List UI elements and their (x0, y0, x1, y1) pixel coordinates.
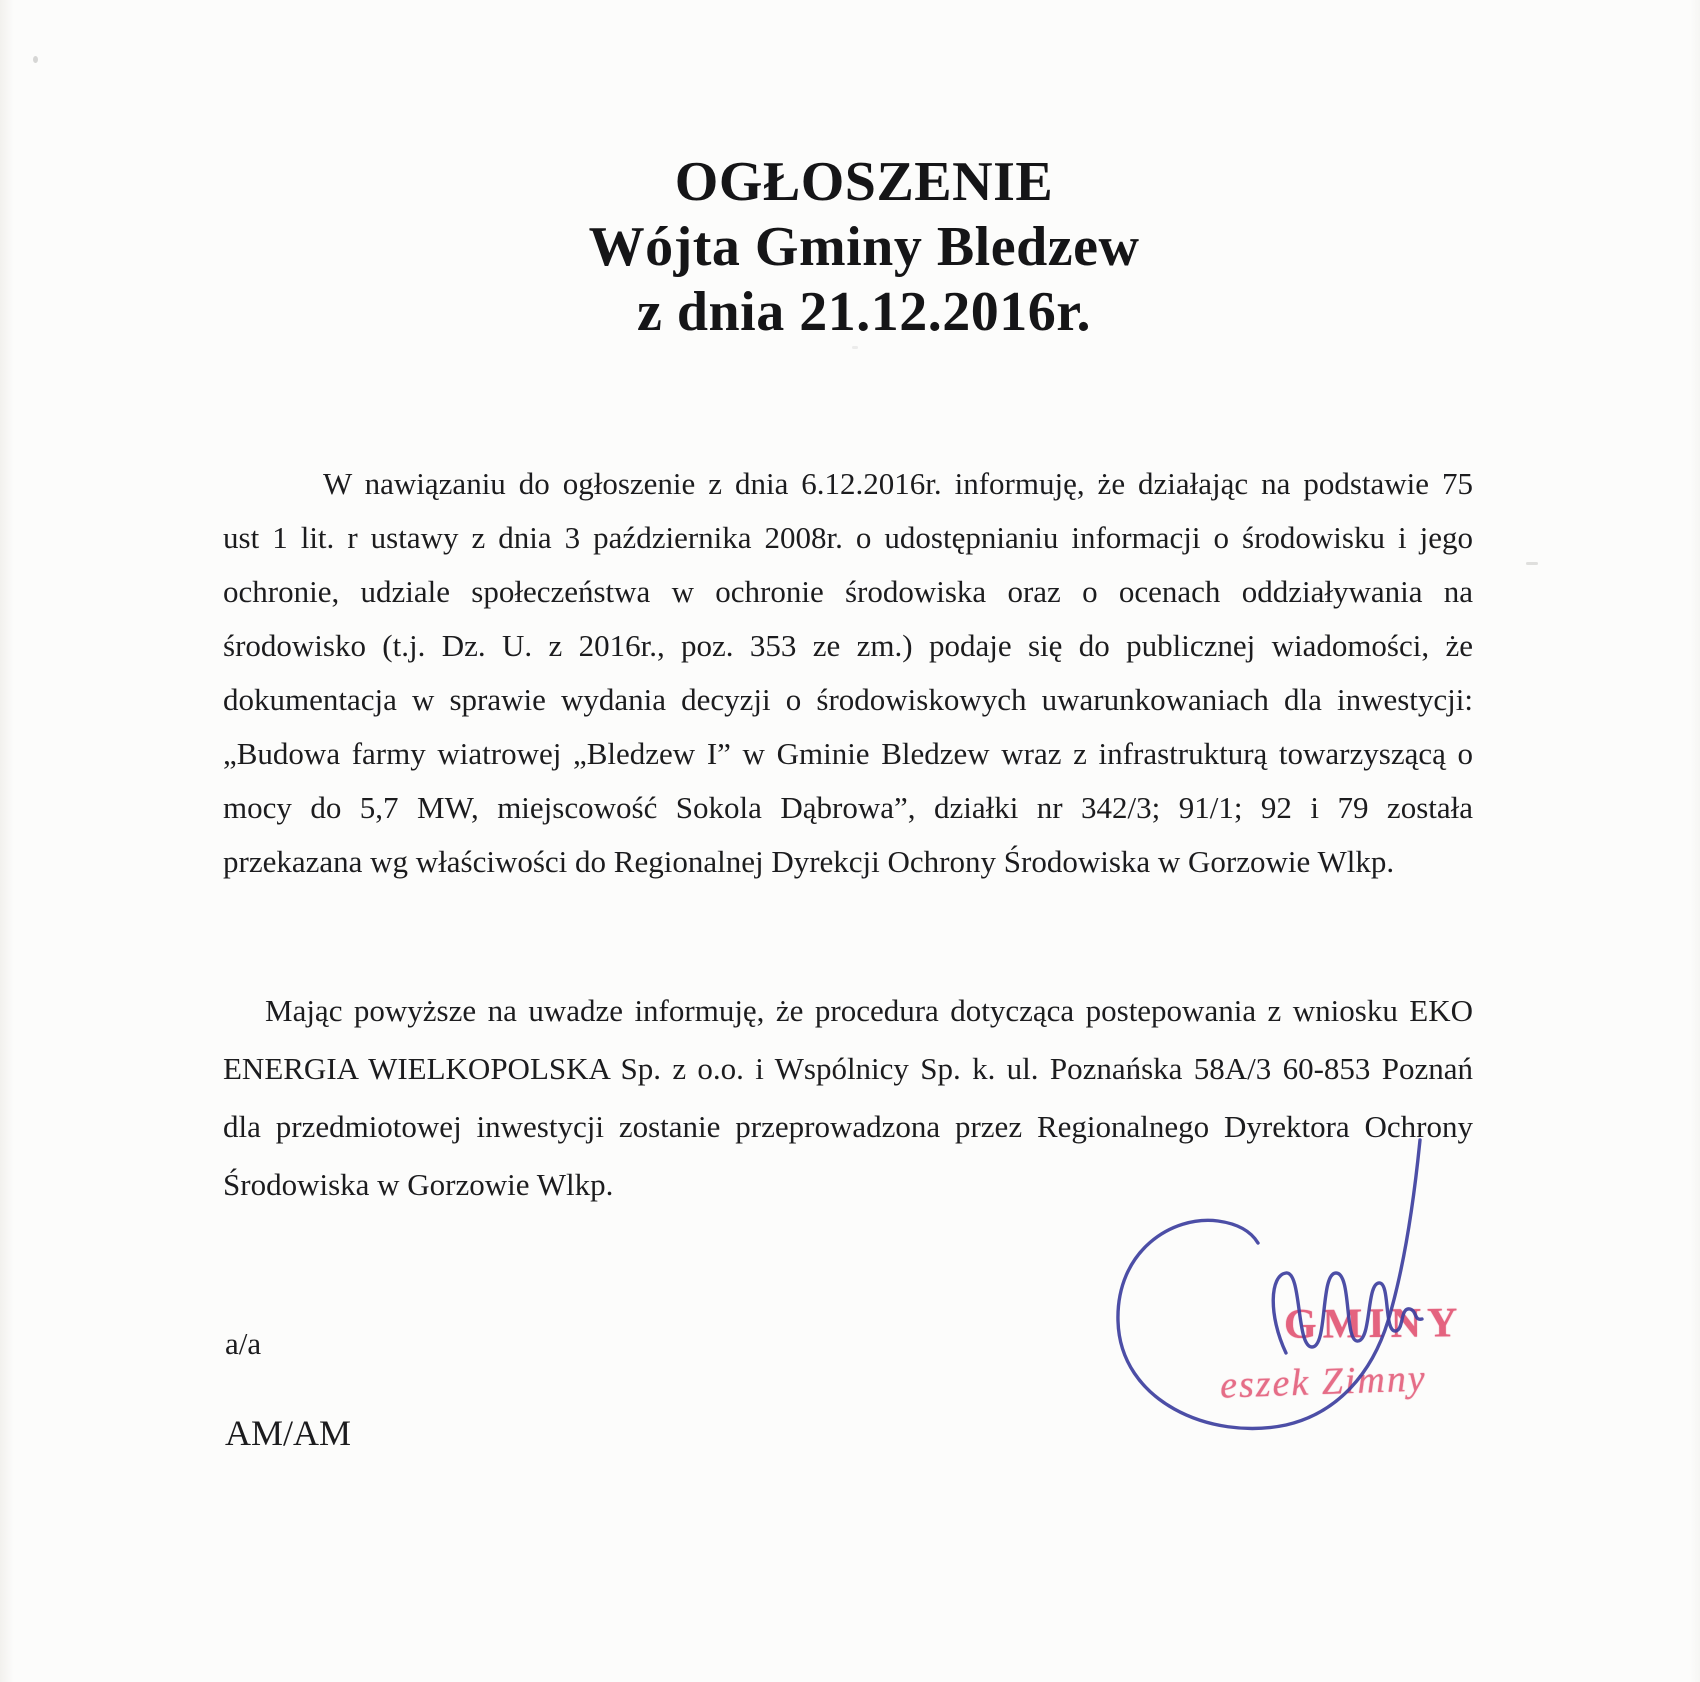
scan-artifact (33, 56, 38, 63)
official-stamp-name: eszek Zimny (1219, 1357, 1428, 1407)
text-line: „Budowa farmy wiatrowej „Bledzew I” w Gminie Bledzew wraz z infrastrukturą towarzyszącą o (223, 736, 1473, 771)
text-line: środowisko (t.j. Dz. U. z 2016r., poz. 353 ze zm.) podaje się do publicznej wiadomości, że (223, 628, 1473, 663)
scan-artifact (1526, 562, 1538, 565)
scan-artifact (852, 346, 858, 349)
text-line: dla przedmiotowej inwestycji zostanie przeprowadzona przez Regionalnego Dyrektora Ochrony (223, 1109, 1473, 1144)
signature-small-loops (1273, 1273, 1422, 1353)
archive-note: a/a (225, 1326, 262, 1361)
handwritten-signature-scribble (1090, 1125, 1450, 1445)
title-line-3: z dnia 21.12.2016r. (637, 281, 1091, 343)
clerk-initials: AM/AM (225, 1413, 352, 1453)
text-line: dokumentacja w sprawie wydania decyzji o środowiskowych uwarunkowaniach dla inwestycji: (223, 682, 1473, 717)
text-line: Mając powyższe na uwadze informuję, że procedura dotycząca postepowania z wniosku EKO (265, 993, 1473, 1028)
body-paragraph-1 (223, 457, 1473, 889)
text-line: ust 1 lit. r ustawy z dnia 3 października 2008r. o udostępnianiu informacji o środowisku i jego (223, 520, 1473, 555)
text-line: ochronie, udziale społeczeństwa w ochronie środowiska oraz o ocenach oddziaływania na (223, 574, 1473, 609)
text-line: przekazana wg właściwości do Regionalnej Dyrekcji Ochrony Środowiska w Gorzowie Wlkp. (223, 844, 1395, 879)
text-line: Środowiska w Gorzowie Wlkp. (223, 1167, 614, 1202)
title-line-1: OGŁOSZENIE (674, 151, 1054, 213)
text-line: W nawiązaniu do ogłoszenie z dnia 6.12.2016r. informuję, że działając na podstawie 75 (323, 466, 1473, 501)
document-title (0, 150, 1700, 345)
signature-svg (1090, 1125, 1450, 1445)
title-line-2: Wójta Gminy Bledzew (588, 216, 1140, 278)
official-stamp-text-gminy: GMINY (1283, 1300, 1464, 1348)
text-line: ENERGIA WIELKOPOLSKA Sp. z o.o. i Wspólnicy Sp. k. ul. Poznańska 58A/3 60-853 Poznań (223, 1051, 1473, 1086)
text-line: mocy do 5,7 MW, miejscowość Sokola Dąbrowa”, działki nr 342/3; 91/1; 92 i 79 została (223, 790, 1473, 825)
